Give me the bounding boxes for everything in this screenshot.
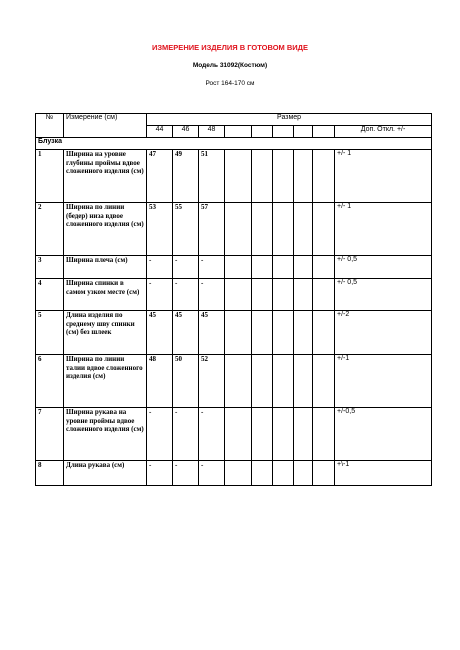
header-measurement: Измерение (см) <box>64 114 147 138</box>
row-value-44: - <box>147 461 173 486</box>
row-value-48: - <box>199 256 225 279</box>
row-empty-cell <box>273 203 294 256</box>
row-empty-cell <box>252 256 273 279</box>
row-measurement-name: Ширина по линии (бедер) низа вдвое сложенного изделия (см) <box>64 203 147 256</box>
row-measurement-name: Ширина по линии талии вдвое сложенного изделия (см) <box>64 355 147 408</box>
row-empty-cell <box>294 355 313 408</box>
row-tolerance: +/- 1 <box>335 150 432 203</box>
row-empty-cell <box>294 461 313 486</box>
row-empty-cell <box>294 279 313 311</box>
row-value-48: 57 <box>199 203 225 256</box>
row-value-48: 51 <box>199 150 225 203</box>
row-value-44: - <box>147 279 173 311</box>
table-row <box>36 150 432 203</box>
row-empty-cell <box>294 203 313 256</box>
row-empty-cell <box>225 203 252 256</box>
table-row <box>36 256 432 279</box>
row-empty-cell <box>313 311 335 355</box>
row-empty-cell <box>252 150 273 203</box>
row-empty-cell <box>225 355 252 408</box>
row-value-44: 48 <box>147 355 173 408</box>
table-row <box>36 311 432 355</box>
row-tolerance: +\-1 <box>335 461 432 486</box>
row-empty-cell <box>294 256 313 279</box>
row-value-44: 45 <box>147 311 173 355</box>
row-empty-cell <box>225 279 252 311</box>
model-label: Модель 31092(Костюм) <box>192 62 268 69</box>
row-empty-cell <box>273 150 294 203</box>
row-value-44: 47 <box>147 150 173 203</box>
row-number: 4 <box>36 279 64 311</box>
table-row <box>36 355 432 408</box>
row-measurement-name: Ширина плеча (см) <box>64 256 147 279</box>
header-empty-cell <box>294 126 313 138</box>
row-value-48: 45 <box>199 311 225 355</box>
row-value-48: - <box>199 279 225 311</box>
row-empty-cell <box>294 408 313 461</box>
row-empty-cell <box>225 150 252 203</box>
row-measurement-name: Ширина рукава на уровне проймы вдвое сложенного изделия (см) <box>64 408 147 461</box>
row-measurement-name: Длина рукава (см) <box>64 461 147 486</box>
table-row <box>36 279 432 311</box>
row-empty-cell <box>273 355 294 408</box>
row-tolerance: +/- 1 <box>335 203 432 256</box>
row-value-48: 52 <box>199 355 225 408</box>
row-empty-cell <box>273 311 294 355</box>
table-row <box>36 461 432 486</box>
row-empty-cell <box>252 311 273 355</box>
row-empty-cell <box>313 279 335 311</box>
row-value-44: 53 <box>147 203 173 256</box>
row-empty-cell <box>225 461 252 486</box>
row-number: 3 <box>36 256 64 279</box>
section-label: Блузка <box>36 138 432 150</box>
row-value-46: - <box>173 256 199 279</box>
row-empty-cell <box>294 311 313 355</box>
row-tolerance: +/-0,5 <box>335 408 432 461</box>
row-empty-cell <box>273 408 294 461</box>
row-empty-cell <box>313 150 335 203</box>
row-value-46: 55 <box>173 203 199 256</box>
header-empty-cell <box>225 126 252 138</box>
row-value-46: 50 <box>173 355 199 408</box>
row-empty-cell <box>313 203 335 256</box>
header-size-44: 44 <box>147 126 173 138</box>
row-empty-cell <box>252 461 273 486</box>
row-empty-cell <box>313 461 335 486</box>
header-size: Размер <box>147 114 432 126</box>
row-empty-cell <box>273 461 294 486</box>
row-empty-cell <box>252 408 273 461</box>
row-tolerance: +/-2 <box>335 311 432 355</box>
row-number: 8 <box>36 461 64 486</box>
table-row <box>36 408 432 461</box>
row-empty-cell <box>225 256 252 279</box>
row-measurement-name: Длина изделия по среднему шву спинки (см) без шлеек <box>64 311 147 355</box>
row-value-44: - <box>147 256 173 279</box>
row-tolerance: +/- 0,5 <box>335 279 432 311</box>
header-empty-cell <box>313 126 335 138</box>
header-number: № <box>36 114 64 138</box>
height-label: Рост 164-170 см <box>205 80 255 87</box>
row-tolerance: +/- 0,5 <box>335 256 432 279</box>
row-number: 5 <box>36 311 64 355</box>
row-number: 1 <box>36 150 64 203</box>
header-empty-cell <box>252 126 273 138</box>
row-empty-cell <box>273 279 294 311</box>
table-row <box>36 203 432 256</box>
row-empty-cell <box>252 203 273 256</box>
header-empty-cell <box>273 126 294 138</box>
row-tolerance: +/-1 <box>335 355 432 408</box>
row-value-44: - <box>147 408 173 461</box>
header-size-46: 46 <box>173 126 199 138</box>
row-value-46: - <box>173 279 199 311</box>
measurement-table <box>35 113 432 486</box>
row-number: 6 <box>36 355 64 408</box>
row-measurement-name: Ширина спинки в самом узком месте (см) <box>64 279 147 311</box>
row-value-48: - <box>199 408 225 461</box>
row-empty-cell <box>225 408 252 461</box>
row-value-48: - <box>199 461 225 486</box>
row-empty-cell <box>313 256 335 279</box>
row-empty-cell <box>294 150 313 203</box>
row-number: 2 <box>36 203 64 256</box>
row-empty-cell <box>252 355 273 408</box>
header-size-48: 48 <box>199 126 225 138</box>
row-number: 7 <box>36 408 64 461</box>
row-value-46: 45 <box>173 311 199 355</box>
header-tolerance: Доп. Откл. +/- <box>335 126 432 138</box>
row-empty-cell <box>313 408 335 461</box>
row-value-46: 49 <box>173 150 199 203</box>
row-empty-cell <box>273 256 294 279</box>
row-empty-cell <box>252 279 273 311</box>
document-title: ИЗМЕРЕНИЕ ИЗДЕЛИЯ В ГОТОВОМ ВИДЕ <box>151 43 309 52</box>
row-empty-cell <box>225 311 252 355</box>
row-value-46: - <box>173 461 199 486</box>
row-value-46: - <box>173 408 199 461</box>
row-measurement-name: Ширина на уровне глубины проймы вдвое сложенного изделия (см) <box>64 150 147 203</box>
row-empty-cell <box>313 355 335 408</box>
